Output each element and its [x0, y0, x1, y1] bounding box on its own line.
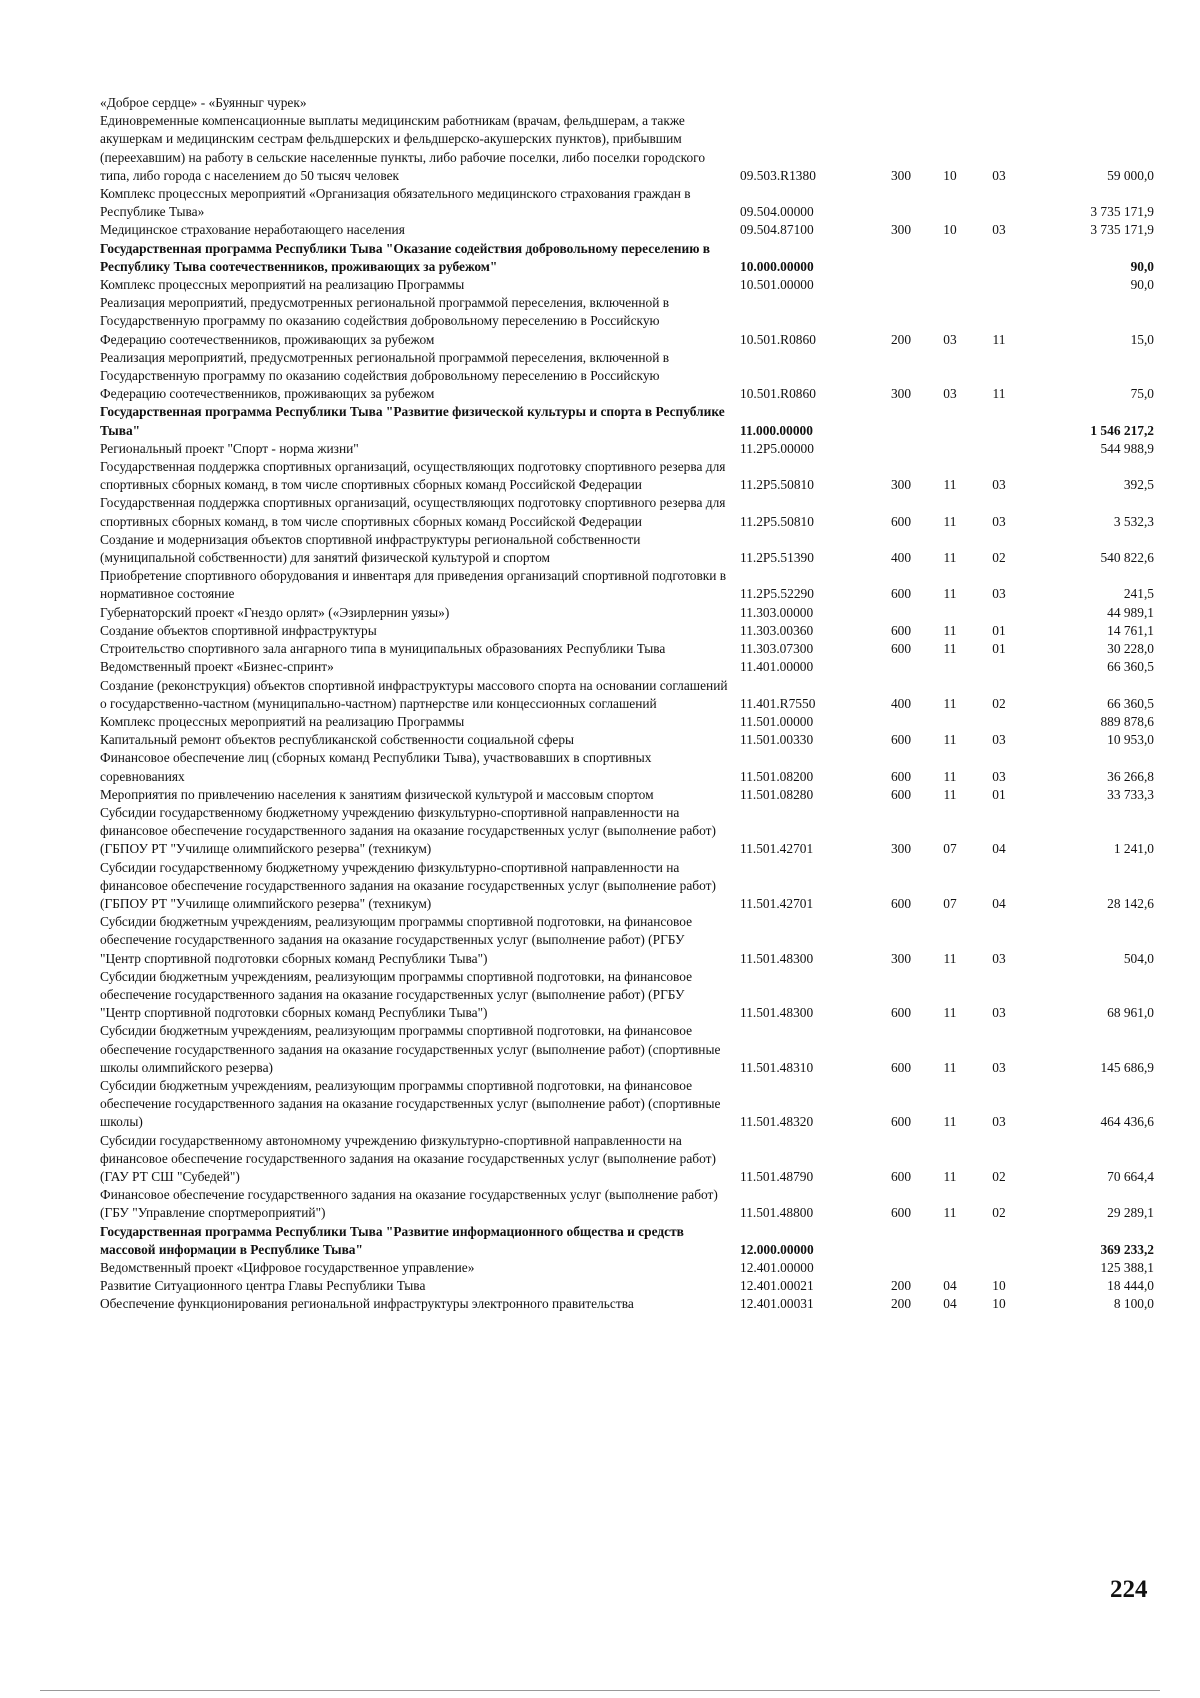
row-section: 10 — [943, 167, 957, 183]
row-code: 11.501.00330 — [740, 732, 814, 748]
row-subsection: 03 — [992, 167, 1006, 183]
row-expense-type: 300 — [890, 477, 912, 493]
row-name: Государственная программа Республики Тыва "Развитие информационного общества и средств массовой информации в Республике Тыва" — [100, 1223, 684, 1257]
row-subsection: 02 — [992, 1168, 1006, 1184]
row-code: 09.503.R1380 — [740, 167, 816, 183]
row-expense-type — [876, 1259, 926, 1277]
row-code: 11.401.R7550 — [740, 695, 816, 711]
row-code: 12.401.00031 — [740, 1296, 814, 1312]
table-row — [100, 221, 1162, 239]
row-amount: 59 000,0 — [1107, 167, 1154, 183]
table-row — [100, 749, 1162, 785]
row-subsection: 02 — [992, 1205, 1006, 1221]
row-subsection: 03 — [992, 950, 1006, 966]
row-expense-type: 600 — [890, 732, 912, 748]
row-section: 04 — [943, 1278, 957, 1294]
row-expense-type — [876, 440, 926, 458]
table-row — [100, 349, 1162, 404]
row-subsection: 03 — [992, 586, 1006, 602]
row-code: 12.000.00000 — [740, 1241, 814, 1257]
row-amount: 90,0 — [1130, 258, 1154, 274]
row-amount: 1 546 217,2 — [1090, 422, 1154, 438]
row-section: 11 — [943, 786, 957, 802]
row-name: Ведомственный проект «Цифровое государственное управление» — [100, 1260, 475, 1275]
row-section: 11 — [943, 641, 957, 657]
row-amount: 889 878,6 — [1100, 713, 1154, 729]
row-subsection: 04 — [992, 895, 1006, 911]
row-name: «Доброе сердце» - «Буянныг чурек» — [100, 95, 307, 110]
row-name: Капитальный ремонт объектов республиканской собственности социальной сферы — [100, 732, 575, 748]
row-section — [926, 276, 974, 294]
row-expense-type: 300 — [890, 386, 912, 402]
row-code: 09.504.00000 — [740, 204, 814, 220]
row-section — [926, 440, 974, 458]
row-code: 11.2P5.50810 — [740, 477, 814, 493]
table-row — [100, 968, 1162, 1023]
row-section: 11 — [943, 695, 957, 711]
row-expense-type — [876, 604, 926, 622]
row-subsection — [974, 1223, 1024, 1259]
row-amount: 464 436,6 — [1100, 1114, 1154, 1130]
row-subsection: 03 — [992, 1059, 1006, 1075]
row-code: 11.501.48790 — [740, 1168, 814, 1184]
row-subsection: 10 — [992, 1296, 1006, 1312]
row-name: Государственная программа Республики Тыва "Оказание содействия добровольному переселению в Республику Тыва соотечественников, проживающих за рубежом" — [100, 240, 711, 274]
table-row — [100, 440, 1162, 458]
row-amount: 544 988,9 — [1100, 440, 1154, 456]
row-expense-type — [876, 240, 926, 276]
row-expense-type — [876, 403, 926, 439]
row-name: Создание объектов спортивной инфраструктуры — [100, 622, 377, 638]
row-amount: 66 360,5 — [1107, 695, 1154, 711]
table-row — [100, 1223, 1162, 1259]
row-name: Приобретение спортивного оборудования и инвентаря для приведения организаций спортивной подготовки в нормативное состояние — [100, 568, 727, 602]
row-subsection: 11 — [992, 386, 1006, 402]
row-subsection — [974, 713, 1024, 731]
row-name: Реализация мероприятий, предусмотренных региональной программой переселения, включенной в Государственную программу по оказанию содействия добровольному переселению в Российскую Федерацию соотечественников, проживающих за рубежом — [100, 295, 670, 347]
row-expense-type: 600 — [890, 1059, 912, 1075]
row-section — [926, 1259, 974, 1277]
row-expense-type — [876, 713, 926, 731]
row-subsection: 01 — [992, 641, 1006, 657]
row-name: Субсидии бюджетным учреждениям, реализующим программы спортивной подготовки, на финансовое обеспечение государственного задания на оказание государственных услуг (выполнение работ) (РГБУ "Центр спортивной подготовки сборных команд Республики Тыва") — [100, 968, 693, 1021]
row-code: 11.501.42701 — [740, 841, 814, 857]
row-amount: 125 388,1 — [1100, 1260, 1154, 1275]
row-expense-type — [876, 94, 926, 112]
row-amount: 33 733,3 — [1107, 786, 1154, 802]
row-name: Ведомственный проект «Бизнес-спринт» — [100, 659, 334, 675]
row-name: Комплекс процессных мероприятий на реализацию Программы — [100, 277, 465, 293]
row-section — [926, 403, 974, 439]
row-expense-type: 600 — [890, 586, 912, 602]
row-subsection — [974, 276, 1024, 294]
row-section: 11 — [943, 732, 957, 748]
row-section: 11 — [943, 1059, 957, 1075]
row-name: Создание (реконструкция) объектов спортивной инфраструктуры массового спорта на основании соглашений о государственно-частном (муниципально-частном) партнерстве или концессионных соглашений — [100, 677, 728, 711]
row-expense-type: 600 — [890, 895, 912, 911]
row-subsection — [974, 94, 1024, 112]
row-name: Мероприятия по привлечению населения к занятиям физической культурой и массовым спортом — [100, 786, 654, 802]
row-amount: 28 142,6 — [1107, 895, 1154, 911]
row-amount: 369 233,2 — [1100, 1241, 1154, 1257]
row-code: 11.303.00360 — [740, 622, 814, 638]
row-section: 11 — [943, 768, 957, 784]
row-name: Единовременные компенсационные выплаты медицинским работникам (врачам, фельдшерам, а также акушеркам и медицинским сестрам фельдшерских и фельдшерско-акушерских пунктов), прибывшим (переехавшим) на работу в сельские населенные пункты, либо рабочие поселки, либо поселки городского типа, либо города с населением до 50 тысяч человек — [100, 113, 706, 183]
row-code: 11.2P5.52290 — [740, 586, 814, 602]
table-row — [100, 677, 1162, 713]
table-row — [100, 1022, 1162, 1077]
row-expense-type: 200 — [890, 1296, 912, 1312]
row-name: Субсидии бюджетным учреждениям, реализующим программы спортивной подготовки, на финансовое обеспечение государственного задания на оказание государственных услуг (выполнение работ) (спортивные школы олимпийского резерва) — [100, 1023, 721, 1075]
row-amount: 18 444,0 — [1107, 1278, 1154, 1294]
row-subsection — [974, 1259, 1024, 1277]
row-code: 12.401.00021 — [740, 1278, 814, 1294]
budget-table — [100, 94, 1162, 1314]
row-expense-type: 600 — [890, 768, 912, 784]
row-amount: 75,0 — [1130, 386, 1154, 402]
table-row — [100, 804, 1162, 859]
table-row — [100, 567, 1162, 603]
row-expense-type: 600 — [890, 1205, 912, 1221]
table-row — [100, 859, 1162, 914]
row-amount: 8 100,0 — [1113, 1296, 1154, 1312]
row-section — [926, 1223, 974, 1259]
row-name: Финансовое обеспечение государственного задания на оказание государственных услуг (выполнение работ) (ГБУ "Управление спортмероприятий") — [100, 1187, 718, 1221]
row-amount — [1024, 94, 1162, 112]
row-subsection: 03 — [992, 222, 1006, 238]
row-name: Губернаторский проект «Гнездо орлят» («Эзирлернин уязы») — [100, 604, 450, 620]
row-code — [738, 94, 876, 112]
row-section — [926, 94, 974, 112]
row-section: 07 — [943, 895, 957, 911]
row-section: 11 — [943, 1168, 957, 1184]
row-name: Субсидии бюджетным учреждениям, реализующим программы спортивной подготовки, на финансовое обеспечение государственного задания на оказание государственных услуг (выполнение работ) (спортивные школы) — [100, 1077, 721, 1130]
row-code: 11.501.48310 — [740, 1059, 814, 1075]
row-expense-type: 300 — [890, 167, 912, 183]
row-subsection: 10 — [992, 1278, 1006, 1294]
table-row — [100, 1259, 1162, 1277]
table-row — [100, 1077, 1162, 1132]
row-amount: 1 241,0 — [1113, 841, 1154, 857]
row-subsection: 03 — [992, 1114, 1006, 1130]
row-amount: 540 822,6 — [1100, 550, 1154, 566]
table-row — [100, 604, 1162, 622]
row-name: Комплекс процессных мероприятий на реализацию Программы — [100, 713, 465, 729]
budget-table-body — [100, 94, 1162, 1314]
row-section — [926, 658, 974, 676]
row-section: 11 — [943, 1005, 957, 1021]
row-code: 11.303.07300 — [740, 641, 814, 657]
row-subsection: 02 — [992, 550, 1006, 566]
row-expense-type: 600 — [890, 1168, 912, 1184]
table-row — [100, 640, 1162, 658]
table-row — [100, 240, 1162, 276]
row-code: 10.501.R0860 — [740, 331, 816, 347]
table-row — [100, 531, 1162, 567]
row-subsection: 04 — [992, 841, 1006, 857]
row-expense-type: 600 — [890, 1005, 912, 1021]
row-subsection — [974, 403, 1024, 439]
row-subsection: 03 — [992, 513, 1006, 529]
row-code: 11.2P5.00000 — [740, 440, 814, 456]
row-section: 07 — [943, 841, 957, 857]
table-row — [100, 658, 1162, 676]
row-expense-type: 200 — [890, 1278, 912, 1294]
row-section: 11 — [943, 1205, 957, 1221]
row-code: 11.2P5.51390 — [740, 550, 814, 566]
row-name: Государственная программа Республики Тыва "Развитие физической культуры и спорта в Республике Тыва" — [100, 404, 725, 438]
table-row — [100, 786, 1162, 804]
row-section — [926, 240, 974, 276]
row-expense-type: 300 — [890, 950, 912, 966]
row-amount: 66 360,5 — [1107, 659, 1154, 675]
row-name: Развитие Ситуационного центра Главы Республики Тыва — [100, 1278, 426, 1294]
table-row — [100, 403, 1162, 439]
row-code: 11.501.00000 — [740, 713, 814, 729]
row-amount: 15,0 — [1130, 331, 1154, 347]
row-name: Субсидии бюджетным учреждениям, реализующим программы спортивной подготовки, на финансовое обеспечение государственного задания на оказание государственных услуг (выполнение работ) (РГБУ "Центр спортивной подготовки сборных команд Республики Тыва") — [100, 914, 693, 966]
row-section — [926, 185, 974, 221]
row-section: 11 — [943, 1114, 957, 1130]
row-expense-type: 400 — [890, 695, 912, 711]
row-expense-type: 600 — [890, 641, 912, 657]
row-name: Региональный проект "Спорт - норма жизни" — [100, 440, 359, 456]
row-section: 03 — [943, 331, 957, 347]
row-subsection: 03 — [992, 477, 1006, 493]
row-subsection: 01 — [992, 786, 1006, 802]
row-code: 10.000.00000 — [740, 258, 814, 274]
row-section: 11 — [943, 586, 957, 602]
row-name: Государственная поддержка спортивных организаций, осуществляющих подготовку спортивного резерва для спортивных сборных команд, в том числе спортивных сборных команд Российской Федерации — [100, 495, 726, 529]
row-subsection: 11 — [992, 331, 1006, 347]
table-row — [100, 1186, 1162, 1222]
row-code: 11.000.00000 — [740, 422, 813, 438]
row-amount: 30 228,0 — [1107, 641, 1154, 657]
row-amount: 90,0 — [1130, 277, 1154, 293]
row-code: 11.501.48320 — [740, 1114, 814, 1130]
row-section: 11 — [943, 622, 957, 638]
row-subsection — [974, 440, 1024, 458]
row-expense-type: 300 — [890, 222, 912, 238]
row-section: 11 — [943, 513, 957, 529]
row-expense-type: 200 — [890, 331, 912, 347]
row-name: Субсидии государственному бюджетному учреждению физкультурно-спортивной направленности на финансовое обеспечение государственного задания на оказание государственных услуг (выполнение работ) (ГБПОУ РТ "Училище олимпийского резерва" (техникум) — [100, 804, 716, 857]
row-amount: 3 735 171,9 — [1090, 204, 1154, 220]
row-subsection — [974, 604, 1024, 622]
row-amount: 14 761,1 — [1107, 622, 1154, 638]
row-amount: 29 289,1 — [1107, 1205, 1154, 1221]
row-expense-type — [876, 276, 926, 294]
row-name: Субсидии государственному бюджетному учреждению физкультурно-спортивной направленности на финансовое обеспечение государственного задания на оказание государственных услуг (выполнение работ) (ГБПОУ РТ "Училище олимпийского резерва" (техникум) — [100, 859, 716, 911]
table-row — [100, 276, 1162, 294]
row-section: 11 — [943, 550, 957, 566]
row-subsection — [974, 185, 1024, 221]
row-amount: 44 989,1 — [1107, 604, 1154, 620]
row-code: 11.501.08280 — [740, 786, 814, 802]
row-amount: 504,0 — [1123, 950, 1154, 966]
row-name: Обеспечение функционирования региональной инфраструктуры электронного правительства — [100, 1296, 634, 1312]
row-section: 11 — [943, 950, 957, 966]
row-amount: 36 266,8 — [1107, 768, 1154, 784]
row-code: 11.501.08200 — [740, 768, 814, 784]
row-expense-type: 600 — [890, 622, 912, 638]
row-name: Субсидии государственному автономному учреждению физкультурно-спортивной направленности на финансовое обеспечение государственного задания на оказание государственных услуг (выполнение работ) (ГАУ РТ СШ "Субедей") — [100, 1132, 716, 1184]
row-expense-type: 300 — [890, 841, 912, 857]
table-row — [100, 731, 1162, 749]
row-name: Государственная поддержка спортивных организаций, осуществляющих подготовку спортивного резерва для спортивных сборных команд, в том числе спортивных сборных команд Российской Федерации — [100, 459, 726, 493]
row-subsection: 03 — [992, 1005, 1006, 1021]
row-section: 11 — [943, 477, 957, 493]
row-expense-type — [876, 1223, 926, 1259]
row-amount: 241,5 — [1123, 586, 1154, 602]
row-amount: 392,5 — [1123, 477, 1154, 493]
row-section: 03 — [943, 386, 957, 402]
row-code: 11.501.48300 — [740, 950, 814, 966]
row-subsection — [974, 658, 1024, 676]
row-amount: 70 664,4 — [1107, 1168, 1154, 1184]
row-amount: 3 735 171,9 — [1090, 222, 1154, 238]
table-row — [100, 713, 1162, 731]
row-code: 09.504.87100 — [740, 222, 814, 238]
table-row — [100, 622, 1162, 640]
row-subsection — [974, 240, 1024, 276]
row-name: Медицинское страхование неработающего населения — [100, 222, 405, 238]
row-code: 10.501.R0860 — [740, 386, 816, 402]
table-row — [100, 112, 1162, 185]
row-name: Финансовое обеспечение лиц (сборных команд Республики Тыва), участвовавших в спортивных соревнованиях — [100, 750, 652, 784]
table-row — [100, 1295, 1162, 1313]
row-code: 11.303.00000 — [740, 604, 814, 620]
row-amount: 10 953,0 — [1107, 732, 1154, 748]
table-row — [100, 913, 1162, 968]
row-section: 10 — [943, 222, 957, 238]
row-name: Реализация мероприятий, предусмотренных региональной программой переселения, включенной в Государственную программу по оказанию содействия добровольному переселению в Российскую Федерацию соотечественников, проживающих за рубежом — [100, 349, 670, 402]
table-row — [100, 494, 1162, 530]
row-name: Строительство спортивного зала ангарного типа в муниципальных образованиях Республики Тыва — [100, 641, 666, 657]
table-row — [100, 94, 1162, 112]
row-subsection: 03 — [992, 732, 1006, 748]
row-code: 11.2P5.50810 — [740, 513, 814, 529]
row-subsection: 02 — [992, 695, 1006, 711]
table-row — [100, 458, 1162, 494]
row-amount: 3 532,3 — [1113, 513, 1154, 529]
row-code: 11.401.00000 — [740, 659, 814, 675]
row-section: 04 — [943, 1296, 957, 1312]
row-section — [926, 604, 974, 622]
row-name: Комплекс процессных мероприятий «Организация обязательного медицинского страхования граждан в Республике Тыва» — [100, 186, 691, 220]
table-row — [100, 294, 1162, 349]
row-amount: 145 686,9 — [1100, 1059, 1154, 1075]
row-subsection: 01 — [992, 622, 1006, 638]
row-code: 11.501.48300 — [740, 1005, 814, 1021]
row-expense-type — [876, 658, 926, 676]
bottom-rule — [40, 1690, 1160, 1691]
row-expense-type: 400 — [890, 550, 912, 566]
row-expense-type: 600 — [890, 786, 912, 802]
page-number: 224 — [1110, 1576, 1148, 1603]
row-expense-type — [876, 185, 926, 221]
row-code: 12.401.00000 — [740, 1260, 814, 1275]
row-section — [926, 713, 974, 731]
table-row — [100, 1132, 1162, 1187]
row-subsection: 03 — [992, 768, 1006, 784]
table-row — [100, 1277, 1162, 1295]
row-amount: 68 961,0 — [1107, 1005, 1154, 1021]
row-code: 10.501.00000 — [740, 277, 814, 293]
row-code: 11.501.48800 — [740, 1205, 814, 1221]
row-expense-type: 600 — [890, 1114, 912, 1130]
row-code: 11.501.42701 — [740, 895, 814, 911]
row-expense-type: 600 — [890, 513, 912, 529]
table-row — [100, 185, 1162, 221]
row-name: Создание и модернизация объектов спортивной инфраструктуры региональной собственности (муниципальной собственности) для занятий физической культурой и спортом — [100, 531, 641, 566]
